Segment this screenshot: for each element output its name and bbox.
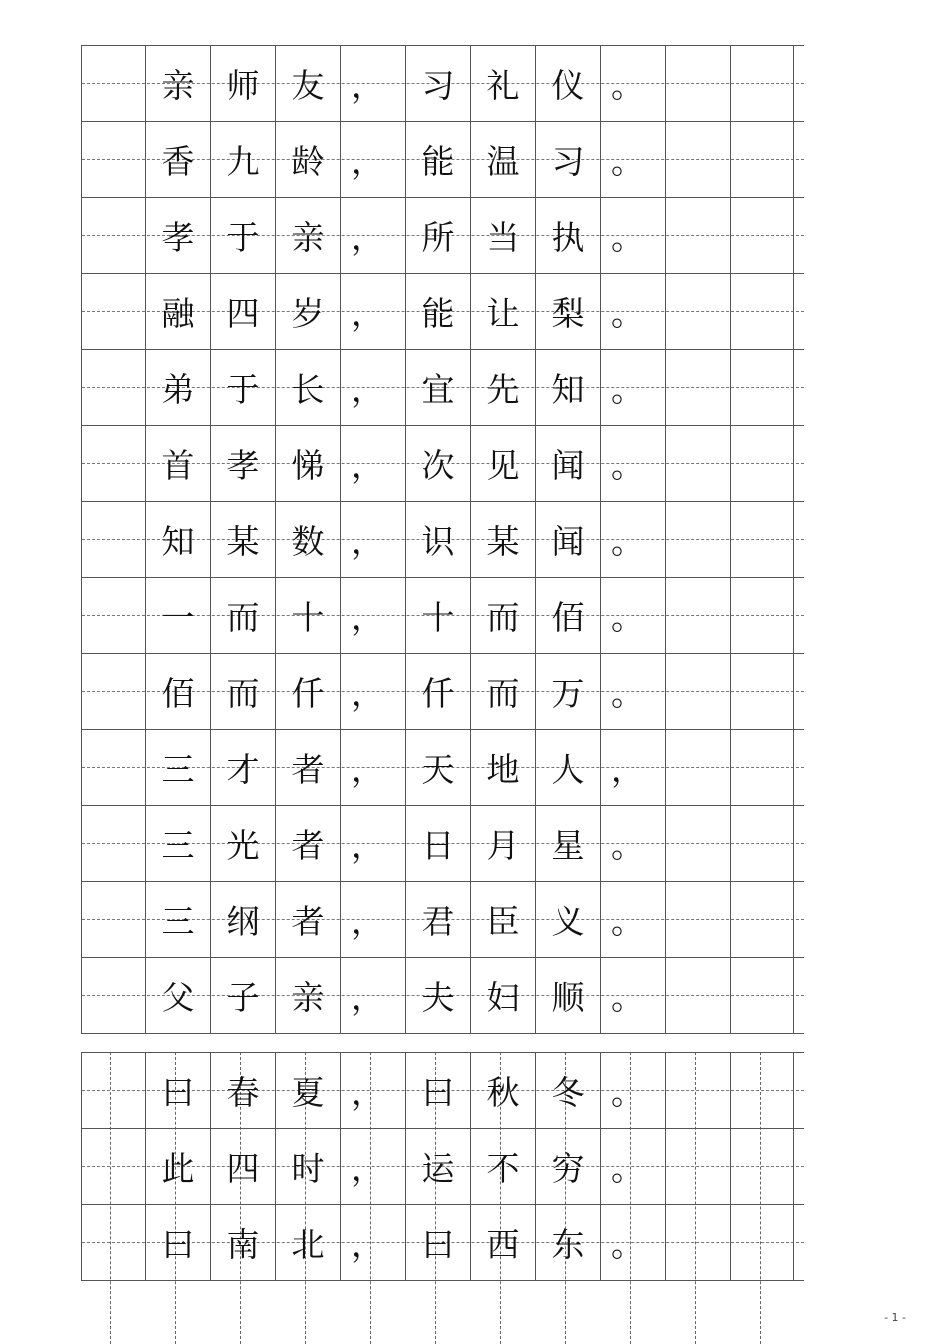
- grid-cell: 。: [601, 1205, 666, 1280]
- grid-cell: 知: [536, 350, 601, 425]
- grid-cell: 。: [601, 806, 666, 881]
- grid-cell: 。: [601, 958, 666, 1033]
- grid-cell: 数: [276, 502, 341, 577]
- grid-cell: [731, 426, 794, 501]
- page-number: - 1 -: [884, 1311, 906, 1324]
- grid-cell: 师: [211, 46, 276, 121]
- grid-cell: ，: [341, 958, 406, 1033]
- grid-cell: 悌: [276, 426, 341, 501]
- grid-cell: 温: [471, 122, 536, 197]
- grid-row: [82, 730, 804, 806]
- grid-cell: [731, 654, 794, 729]
- grid-cell: 者: [276, 730, 341, 805]
- grid-cell: 四: [211, 274, 276, 349]
- grid-cell: [731, 46, 794, 121]
- grid-cell: [666, 122, 731, 197]
- grid-row: [82, 350, 804, 426]
- grid-cell: ，: [341, 578, 406, 653]
- grid-cell: 让: [471, 274, 536, 349]
- grid-cell: 能: [406, 274, 471, 349]
- grid-cell: [731, 882, 794, 957]
- grid-cell: [731, 730, 794, 805]
- grid-cell: 西: [471, 1205, 536, 1280]
- grid-cell: 孝: [211, 426, 276, 501]
- grid-cell: 。: [601, 882, 666, 957]
- grid-cell: 曰: [146, 1205, 211, 1280]
- grid-cell: [82, 730, 146, 805]
- grid-cell: [731, 1205, 794, 1280]
- grid-cell: [666, 350, 731, 425]
- grid-cell: [666, 46, 731, 121]
- practice-grid-upper: [81, 45, 804, 1034]
- grid-cell: 十: [406, 578, 471, 653]
- grid-cell: 九: [211, 122, 276, 197]
- grid-cell: [731, 958, 794, 1033]
- grid-cell: 礼: [471, 46, 536, 121]
- grid-cell: ，: [341, 502, 406, 577]
- grid-cell: [82, 274, 146, 349]
- grid-cell: 先: [471, 350, 536, 425]
- grid-cell: [82, 1129, 146, 1204]
- grid-row: [82, 806, 804, 882]
- grid-cell: 某: [211, 502, 276, 577]
- grid-cell: ，: [601, 730, 666, 805]
- grid-cell: [82, 654, 146, 729]
- grid-cell: 某: [471, 502, 536, 577]
- grid-cell: [731, 806, 794, 881]
- grid-cell: 时: [276, 1129, 341, 1204]
- grid-cell: [731, 502, 794, 577]
- grid-cell: [731, 1129, 794, 1204]
- grid-cell: 月: [471, 806, 536, 881]
- grid-cell: [82, 122, 146, 197]
- grid-cell: 于: [211, 350, 276, 425]
- grid-cell: 人: [536, 730, 601, 805]
- grid-cell: ，: [341, 882, 406, 957]
- grid-cell: 。: [601, 122, 666, 197]
- grid-cell: 习: [536, 122, 601, 197]
- grid-cell: 曰: [406, 1205, 471, 1280]
- grid-cell: ，: [341, 730, 406, 805]
- grid-cell: [82, 46, 146, 121]
- grid-cell: 岁: [276, 274, 341, 349]
- grid-cell: ，: [341, 1205, 406, 1280]
- grid-cell: [666, 502, 731, 577]
- grid-cell: 义: [536, 882, 601, 957]
- grid-cell: [666, 654, 731, 729]
- grid-cell: 友: [276, 46, 341, 121]
- grid-cell: 者: [276, 882, 341, 957]
- grid-cell: 而: [211, 654, 276, 729]
- grid-cell: 佰: [536, 578, 601, 653]
- grid-cell: 春: [211, 1053, 276, 1128]
- grid-cell: [82, 1053, 146, 1128]
- grid-cell: [82, 350, 146, 425]
- grid-cell: [666, 730, 731, 805]
- grid-cell: [666, 274, 731, 349]
- grid-cell: 识: [406, 502, 471, 577]
- grid-cell: ，: [341, 46, 406, 121]
- grid-row: [82, 578, 804, 654]
- grid-cell: [731, 1053, 794, 1128]
- grid-cell: 仪: [536, 46, 601, 121]
- grid-cell: ，: [341, 1129, 406, 1204]
- grid-cell: 地: [471, 730, 536, 805]
- grid-cell: 当: [471, 198, 536, 273]
- grid-row: [82, 502, 804, 578]
- grid-cell: 而: [471, 654, 536, 729]
- grid-cell: 亲: [276, 198, 341, 273]
- grid-row: [82, 1129, 804, 1205]
- grid-cell: 仟: [276, 654, 341, 729]
- grid-cell: [666, 806, 731, 881]
- grid-row: [82, 274, 804, 350]
- grid-cell: 执: [536, 198, 601, 273]
- grid-cell: [666, 1205, 731, 1280]
- grid-cell: 亲: [146, 46, 211, 121]
- grid-row: [82, 198, 804, 274]
- grid-cell: 宜: [406, 350, 471, 425]
- grid-cell: 三: [146, 882, 211, 957]
- grid-cell: ，: [341, 350, 406, 425]
- grid-cell: 十: [276, 578, 341, 653]
- grid-cell: [731, 122, 794, 197]
- grid-cell: 父: [146, 958, 211, 1033]
- grid-cell: [82, 502, 146, 577]
- grid-cell: [666, 198, 731, 273]
- grid-cell: 妇: [471, 958, 536, 1033]
- grid-cell: 曰: [406, 1053, 471, 1128]
- grid-cell: 君: [406, 882, 471, 957]
- grid-cell: ，: [341, 806, 406, 881]
- grid-cell: 夫: [406, 958, 471, 1033]
- grid-cell: 北: [276, 1205, 341, 1280]
- grid-cell: 曰: [146, 1053, 211, 1128]
- grid-cell: ，: [341, 122, 406, 197]
- grid-cell: 秋: [471, 1053, 536, 1128]
- grid-row: [82, 882, 804, 958]
- grid-cell: 日: [406, 806, 471, 881]
- grid-cell: 一: [146, 578, 211, 653]
- grid-row: [82, 1205, 804, 1281]
- grid-cell: [731, 274, 794, 349]
- grid-cell: 于: [211, 198, 276, 273]
- grid-row: [82, 654, 804, 730]
- grid-cell: 天: [406, 730, 471, 805]
- grid-cell: [82, 958, 146, 1033]
- grid-cell: [82, 1205, 146, 1280]
- grid-cell: 首: [146, 426, 211, 501]
- grid-cell: [82, 882, 146, 957]
- grid-cell: 冬: [536, 1053, 601, 1128]
- grid-cell: 三: [146, 730, 211, 805]
- grid-cell: 亲: [276, 958, 341, 1033]
- grid-cell: [666, 1129, 731, 1204]
- grid-cell: 习: [406, 46, 471, 121]
- grid-cell: 见: [471, 426, 536, 501]
- grid-cell: 穷: [536, 1129, 601, 1204]
- grid-cell: 佰: [146, 654, 211, 729]
- grid-cell: 。: [601, 274, 666, 349]
- grid-cell: [82, 198, 146, 273]
- grid-cell: 龄: [276, 122, 341, 197]
- grid-cell: [666, 1053, 731, 1128]
- grid-cell: 次: [406, 426, 471, 501]
- grid-cell: 臣: [471, 882, 536, 957]
- grid-cell: 顺: [536, 958, 601, 1033]
- grid-cell: 光: [211, 806, 276, 881]
- grid-row: [82, 958, 804, 1034]
- grid-cell: 才: [211, 730, 276, 805]
- grid-cell: 南: [211, 1205, 276, 1280]
- practice-grid-lower: [81, 1052, 804, 1281]
- grid-cell: 星: [536, 806, 601, 881]
- grid-cell: 能: [406, 122, 471, 197]
- grid-row: [82, 46, 804, 122]
- grid-cell: 纲: [211, 882, 276, 957]
- grid-cell: ，: [341, 274, 406, 349]
- grid-cell: 四: [211, 1129, 276, 1204]
- grid-cell: 闻: [536, 502, 601, 577]
- grid-cell: [666, 578, 731, 653]
- grid-cell: 此: [146, 1129, 211, 1204]
- grid-cell: 香: [146, 122, 211, 197]
- grid-cell: 东: [536, 1205, 601, 1280]
- grid-row: [82, 122, 804, 198]
- grid-cell: ，: [341, 198, 406, 273]
- grid-cell: [82, 426, 146, 501]
- grid-cell: 。: [601, 350, 666, 425]
- grid-cell: 子: [211, 958, 276, 1033]
- grid-cell: ，: [341, 1053, 406, 1128]
- grid-cell: 长: [276, 350, 341, 425]
- grid-cell: 而: [471, 578, 536, 653]
- grid-cell: 闻: [536, 426, 601, 501]
- grid-cell: 者: [276, 806, 341, 881]
- grid-cell: 万: [536, 654, 601, 729]
- grid-cell: 弟: [146, 350, 211, 425]
- grid-cell: 孝: [146, 198, 211, 273]
- grid-cell: [731, 578, 794, 653]
- grid-cell: [82, 578, 146, 653]
- grid-cell: 梨: [536, 274, 601, 349]
- grid-cell: 不: [471, 1129, 536, 1204]
- grid-cell: [666, 882, 731, 957]
- grid-cell: 融: [146, 274, 211, 349]
- grid-cell: [82, 806, 146, 881]
- grid-cell: 。: [601, 46, 666, 121]
- grid-cell: 而: [211, 578, 276, 653]
- grid-cell: 仟: [406, 654, 471, 729]
- grid-cell: 。: [601, 426, 666, 501]
- grid-row: [82, 1053, 804, 1129]
- grid-cell: 夏: [276, 1053, 341, 1128]
- grid-cell: ，: [341, 654, 406, 729]
- grid-cell: 。: [601, 1053, 666, 1128]
- grid-cell: [731, 198, 794, 273]
- grid-cell: 三: [146, 806, 211, 881]
- grid-cell: 运: [406, 1129, 471, 1204]
- grid-cell: 知: [146, 502, 211, 577]
- grid-cell: 。: [601, 654, 666, 729]
- grid-cell: [666, 958, 731, 1033]
- grid-cell: 。: [601, 198, 666, 273]
- grid-cell: [666, 426, 731, 501]
- grid-cell: [731, 350, 794, 425]
- grid-cell: 。: [601, 1129, 666, 1204]
- grid-cell: 。: [601, 578, 666, 653]
- grid-cell: ，: [341, 426, 406, 501]
- grid-cell: 。: [601, 502, 666, 577]
- grid-cell: 所: [406, 198, 471, 273]
- grid-row: [82, 426, 804, 502]
